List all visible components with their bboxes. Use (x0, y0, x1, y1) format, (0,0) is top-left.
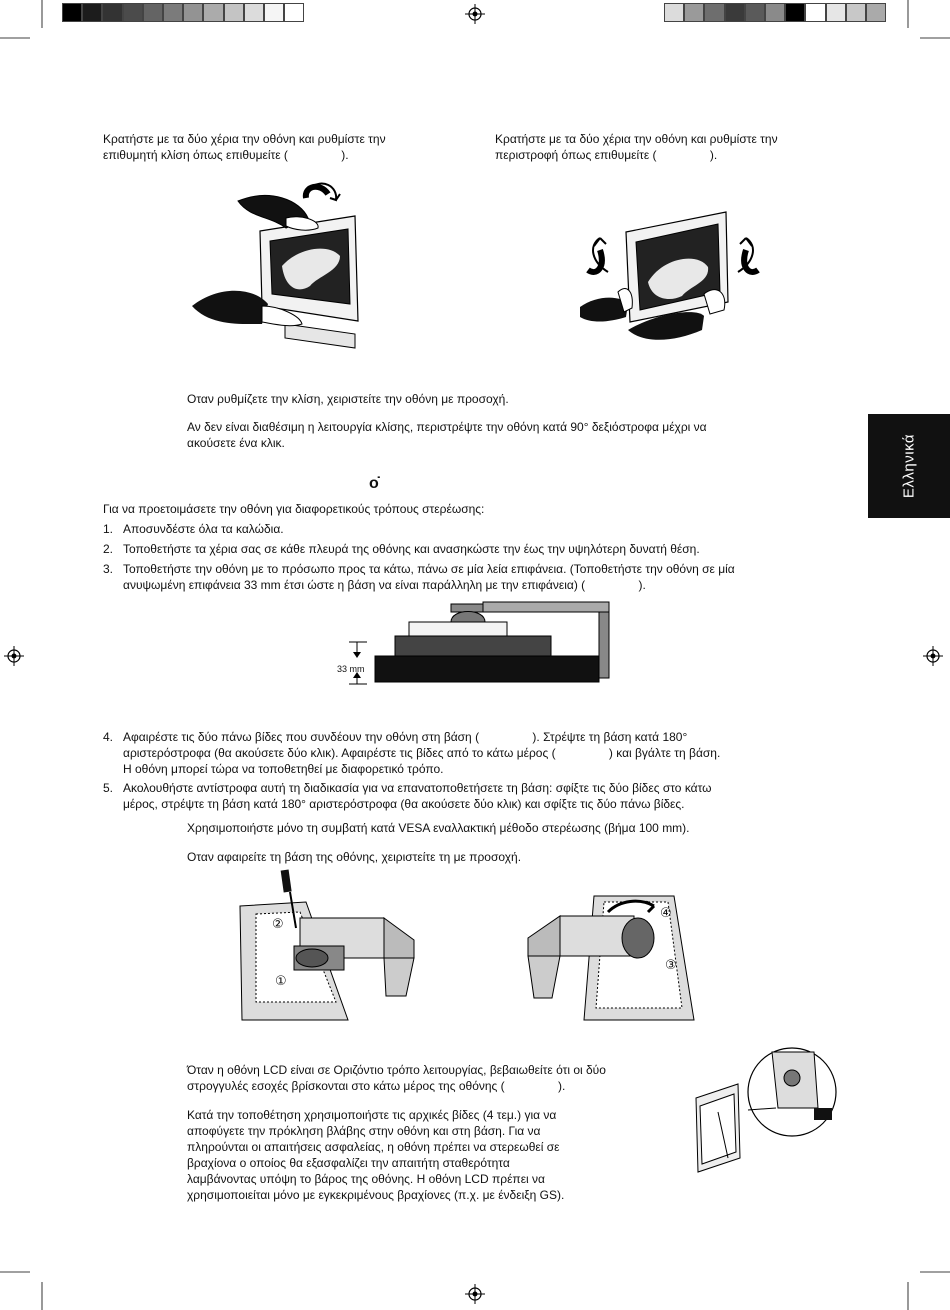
raised-surface-diagram (335, 598, 615, 694)
language-tab-label: Ελληνικά (900, 433, 918, 499)
step-number: 1. (103, 522, 114, 536)
step-text: μέρος, στρέψτε τη βάση κατά 180° αριστερόστροφα (θα ακούσετε δύο κλικ) και σφίξτε τις δύο πάνω βίδες. (123, 797, 685, 811)
landscape-note-line1: Όταν η οθόνη LCD είναι σε Οριζόντιο τρόπο λειτουργίας, βεβαιωθείτε ότι οι δύο (187, 1063, 606, 1077)
tilt-care-note: Οταν ρυθμίζετε την κλίση, χειριστείτε την οθόνη με προσοχή. (187, 392, 509, 406)
callout-2: ② (272, 916, 284, 931)
screws-note-line6: χρησιμοποιείται μόνο με εγκεκριμένους βραχίονες (π.χ. με ένδειξη GS). (187, 1188, 565, 1202)
rotate-illustration (578, 212, 768, 352)
tilt-illustration (190, 176, 390, 354)
section-heading-marker: ο̇ (369, 475, 379, 492)
vesa-note: Χρησιμοποιήστε μόνο τη συμβατή κατά VESA εναλλακτική μέθοδο στερέωσης (βήμα 100 mm). (187, 821, 690, 835)
step-text: Ακολουθήστε αντίστροφα αυτή τη διαδικασία για να επανατοποθετήσετε τη βάση: σφίξτε τις δύο βίδες στο κάτω (123, 781, 712, 795)
callout-4: ④ (660, 905, 672, 920)
screws-note-line3: πληρούνται οι απαιτήσεις ασφαλείας, η οθόνη πρέπει να στερεωθεί σε (187, 1140, 560, 1154)
step-number: 4. (103, 730, 114, 744)
tilt-instruction-line2: επιθυμητή κλίση όπως επιθυμείτε ( ). (103, 148, 349, 162)
language-tab (868, 414, 950, 518)
screws-note-line5: λαμβάνοντας υπόψη το βάρος της οθόνης. Η οθόνη LCD πρέπει να (187, 1172, 545, 1186)
screws-note-line1: Κατά την τοποθέτηση χρησιμοποιήστε τις αρχικές βίδες (4 τεμ.) για να (187, 1108, 557, 1122)
step-text: ανυψωμένη επιφάνεια 33 mm έτσι ώστε η βάση να είναι παράλληλη με την επιφάνεια) ( ). (123, 578, 646, 592)
stand-removal-illustration-2 (524, 890, 704, 1024)
stand-care-note: Οταν αφαιρείτε τη βάση της οθόνης, χειριστείτε τη με προσοχή. (187, 850, 522, 864)
tilt-unavailable-note-line1: Αν δεν είναι διαθέσιμη η λειτουργία κλίσης, περιστρέψτε την οθόνη κατά 90° δεξιόστροφα μέχρι να (187, 420, 707, 434)
screws-note-line4: βραχίονα ο οποίος θα εξασφαλίζει την απαιτήτη σταθερότητα (187, 1156, 510, 1170)
step-number: 2. (103, 542, 114, 556)
step-text: Αποσυνδέστε όλα τα καλώδια. (123, 522, 284, 536)
callout-1: ① (275, 973, 287, 988)
screws-note-line2: αποφύγετε την πρόκληση βλάβης στην οθόνη και στη βάση. Για να (187, 1124, 541, 1138)
landscape-detail-illustration (688, 1048, 838, 1174)
rotate-instruction-line2: περιστροφή όπως επιθυμείτε ( ). (495, 148, 718, 162)
step-text: Η οθόνη μπορεί τώρα να τοποθετηθεί με διαφορετικό τρόπο. (123, 762, 444, 776)
mounting-intro: Για να προετοιμάσετε την οθόνη για διαφορετικούς τρόπους στερέωσης: (103, 502, 485, 516)
callout-3: ③ (665, 957, 677, 972)
step-text: Τοποθετήστε τα χέρια σας σε κάθε πλευρά της οθόνης και ανασηκώστε την έως την υψηλότερη δυνατή θέση. (123, 542, 700, 556)
rotate-instruction-line1: Κρατήστε με τα δύο χέρια την οθόνη και ρυθμίστε την (495, 132, 778, 146)
tilt-instruction-line1: Κρατήστε με τα δύο χέρια την οθόνη και ρυθμίστε την (103, 132, 386, 146)
step-text: Τοποθετήστε την οθόνη με το πρόσωπο προς τα κάτω, πάνω σε μία λεία επιφάνεια. (Τοποθετήστε την οθόνη σε μία (123, 562, 735, 576)
landscape-note-line2: στρογγυλές εσοχές βρίσκονται στο κάτω μέρος της οθόνης ( ). (187, 1079, 566, 1093)
tilt-unavailable-note-line2: ακούσετε ένα κλικ. (187, 436, 285, 450)
height-label: 33 mm (337, 664, 365, 674)
step-number: 5. (103, 781, 114, 795)
step-text: Αφαιρέστε τις δύο πάνω βίδες που συνδέουν την οθόνη στη βάση ( ). Στρέψτε τη βάση κατά 180° (123, 730, 688, 744)
step-number: 3. (103, 562, 114, 576)
stand-removal-illustration-1 (236, 866, 416, 1024)
step-text: αριστερόστροφα (θα ακούσετε δύο κλικ). Αφαιρέστε τις βίδες από το κάτω μέρος ( ) και βγάλτε τη βάση. (123, 746, 721, 760)
